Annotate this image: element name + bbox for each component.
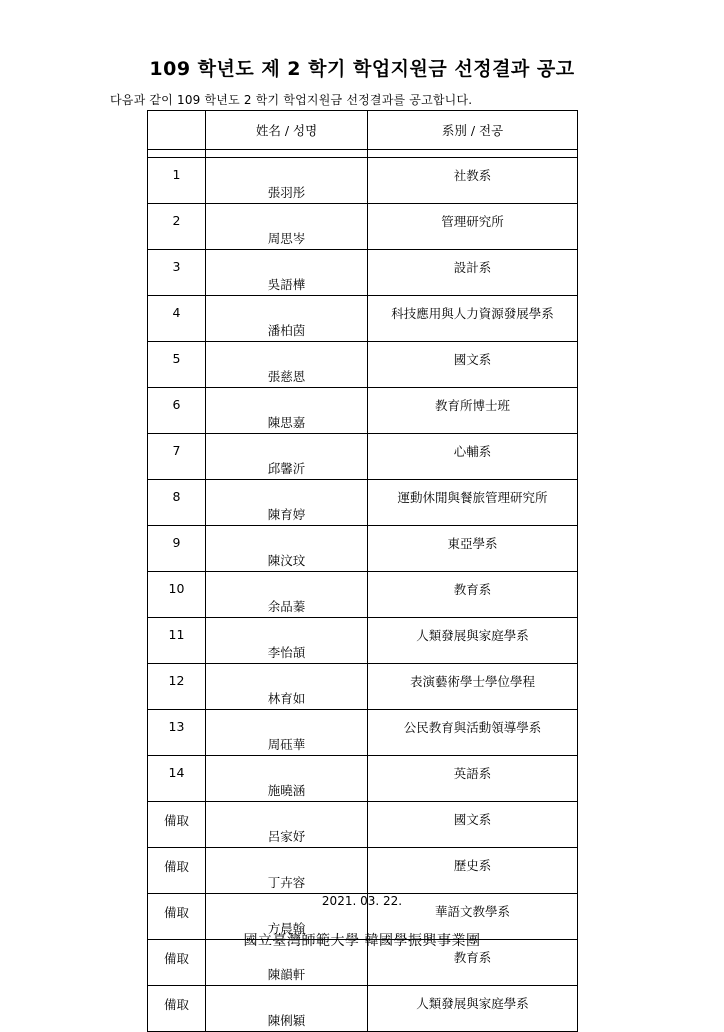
student-name: 潘柏茵 (206, 296, 368, 342)
student-name: 余品蓁 (206, 572, 368, 618)
department: 運動休閒與餐旅管理研究所 (368, 480, 578, 526)
student-name: 林育如 (206, 664, 368, 710)
row-number: 備取 (148, 894, 206, 940)
student-name: 施曉涵 (206, 756, 368, 802)
table-header-row (148, 111, 578, 150)
student-name: 陳汶玟 (206, 526, 368, 572)
table-row (148, 342, 578, 388)
student-name: 吳語樺 (206, 250, 368, 296)
table-row (148, 848, 578, 894)
row-number: 3 (148, 250, 206, 296)
department: 國文系 (368, 342, 578, 388)
student-name: 陳育婷 (206, 480, 368, 526)
row-number: 10 (148, 572, 206, 618)
department: 設計系 (368, 250, 578, 296)
student-name: 張羽彤 (206, 158, 368, 204)
row-number: 12 (148, 664, 206, 710)
table-row (148, 802, 578, 848)
department: 人類發展與家庭學系 (368, 618, 578, 664)
student-name: 呂家妤 (206, 802, 368, 848)
student-name: 張慈恩 (206, 342, 368, 388)
table-row (148, 572, 578, 618)
department: 人類發展與家庭學系 (368, 986, 578, 1032)
table-row (148, 618, 578, 664)
department: 東亞學系 (368, 526, 578, 572)
table-row (148, 480, 578, 526)
header-dept: 系別 / 전공 (368, 111, 578, 150)
organization-name: 國立臺灣師範大學 韓國學振興事業團 (243, 933, 481, 949)
row-number: 5 (148, 342, 206, 388)
row-number: 8 (148, 480, 206, 526)
table-row (148, 710, 578, 756)
department: 教育所博士班 (368, 388, 578, 434)
row-number: 13 (148, 710, 206, 756)
student-name: 邱馨沂 (206, 434, 368, 480)
department: 社教系 (368, 158, 578, 204)
table-row (148, 434, 578, 480)
header-no (148, 111, 206, 150)
table-row (148, 296, 578, 342)
student-name: 陳思嘉 (206, 388, 368, 434)
header-name: 姓名 / 성명 (206, 111, 368, 150)
row-number: 2 (148, 204, 206, 250)
page-title: 109 학년도 제 2 학기 학업지원금 선정결과 공고 (149, 58, 575, 80)
student-name: 陳韻軒 (206, 940, 368, 986)
intro-text: 다음과 같이 109 학년도 2 학기 학업지원금 선정결과를 공고합니다. (110, 93, 473, 107)
row-number: 4 (148, 296, 206, 342)
row-number: 7 (148, 434, 206, 480)
student-name: 李怡頡 (206, 618, 368, 664)
student-name: 周砡華 (206, 710, 368, 756)
spacer-row (148, 150, 578, 158)
table-row (148, 388, 578, 434)
table-row (148, 986, 578, 1032)
department: 公民教育與活動領導學系 (368, 710, 578, 756)
department: 歷史系 (368, 848, 578, 894)
student-name: 陳俐穎 (206, 986, 368, 1032)
department: 心輔系 (368, 434, 578, 480)
department: 表演藝術學士學位學程 (368, 664, 578, 710)
department: 科技應用與人力資源發展學系 (368, 296, 578, 342)
row-number: 9 (148, 526, 206, 572)
table-row (148, 756, 578, 802)
student-name: 周思岑 (206, 204, 368, 250)
table-row (148, 204, 578, 250)
student-name: 丁卉容 (206, 848, 368, 894)
row-number: 11 (148, 618, 206, 664)
student-name: 方晨翰 (206, 894, 368, 940)
row-number: 備取 (148, 940, 206, 986)
row-number: 備取 (148, 986, 206, 1032)
department: 英語系 (368, 756, 578, 802)
announcement-date: 2021. 03. 22. (321, 894, 403, 908)
row-number: 14 (148, 756, 206, 802)
department: 管理研究所 (368, 204, 578, 250)
table-row (148, 526, 578, 572)
table-row (148, 158, 578, 204)
row-number: 6 (148, 388, 206, 434)
table-row (148, 250, 578, 296)
row-number: 1 (148, 158, 206, 204)
row-number: 備取 (148, 802, 206, 848)
department: 國文系 (368, 802, 578, 848)
row-number: 備取 (148, 848, 206, 894)
table-row (148, 664, 578, 710)
department: 教育系 (368, 572, 578, 618)
department: 教育系 (368, 940, 578, 986)
department: 華語文教學系 (368, 894, 578, 940)
